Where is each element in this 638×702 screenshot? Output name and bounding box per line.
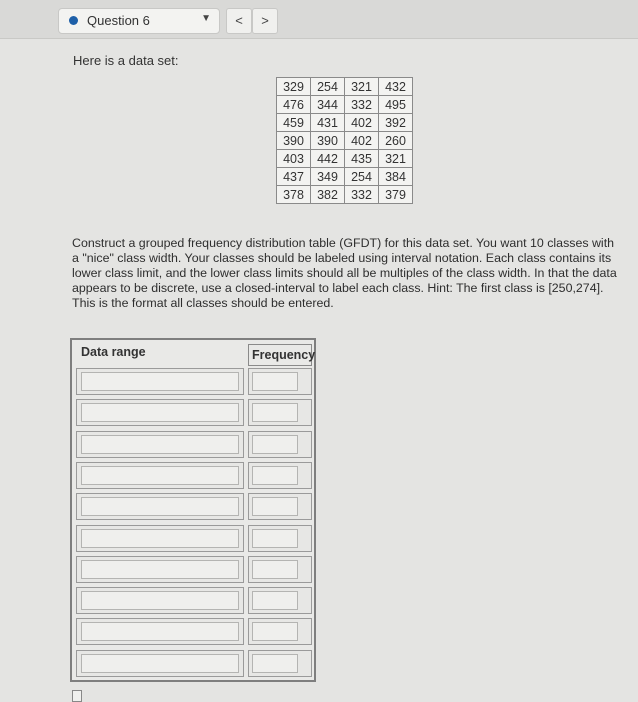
intro-text: Here is a data set: bbox=[73, 53, 179, 68]
frequency-cell bbox=[248, 399, 312, 426]
data-row bbox=[277, 96, 413, 114]
data-cell: 390 bbox=[277, 132, 311, 150]
data-range-cell bbox=[76, 525, 244, 552]
frequency-cell bbox=[248, 368, 312, 395]
frequency-cell bbox=[248, 525, 312, 552]
data-range-cell bbox=[76, 399, 244, 426]
data-row bbox=[277, 78, 413, 96]
chevron-down-icon: ▼ bbox=[201, 13, 211, 24]
frequency-cell bbox=[248, 650, 312, 677]
gfdt-row bbox=[72, 616, 314, 647]
data-row bbox=[277, 186, 413, 204]
calculator-icon[interactable] bbox=[72, 690, 82, 702]
frequency-cell bbox=[248, 556, 312, 583]
data-cell: 344 bbox=[311, 96, 345, 114]
data-cell: 495 bbox=[379, 96, 413, 114]
gfdt-row bbox=[72, 397, 314, 428]
data-range-input[interactable] bbox=[81, 654, 239, 673]
gfdt-table bbox=[70, 338, 316, 682]
frequency-header: Frequency bbox=[252, 348, 316, 362]
gfdt-header bbox=[72, 340, 314, 366]
data-range-cell bbox=[76, 493, 244, 520]
data-row bbox=[277, 168, 413, 186]
data-cell: 379 bbox=[379, 186, 413, 204]
data-cell: 321 bbox=[345, 78, 379, 96]
question-label: Question 6 bbox=[87, 13, 150, 28]
data-cell: 254 bbox=[345, 168, 379, 186]
data-range-input[interactable] bbox=[81, 403, 239, 422]
frequency-input[interactable] bbox=[252, 591, 298, 610]
data-cell: 349 bbox=[311, 168, 345, 186]
frequency-input[interactable] bbox=[252, 435, 298, 454]
data-range-input[interactable] bbox=[81, 529, 239, 548]
data-range-cell bbox=[76, 587, 244, 614]
gfdt-row bbox=[72, 585, 314, 616]
data-range-input[interactable] bbox=[81, 435, 239, 454]
gfdt-row bbox=[72, 648, 314, 679]
next-question-button[interactable]: > bbox=[252, 8, 278, 34]
frequency-input[interactable] bbox=[252, 654, 298, 673]
data-range-header: Data range bbox=[81, 345, 146, 359]
frequency-header-cell bbox=[248, 344, 316, 366]
data-set-table bbox=[276, 77, 413, 204]
frequency-cell bbox=[248, 431, 312, 458]
data-range-input[interactable] bbox=[81, 497, 239, 516]
data-cell: 476 bbox=[277, 96, 311, 114]
data-cell: 459 bbox=[277, 114, 311, 132]
frequency-input[interactable] bbox=[252, 622, 298, 641]
frequency-input[interactable] bbox=[252, 529, 298, 548]
frequency-cell bbox=[248, 493, 312, 520]
frequency-cell bbox=[248, 587, 312, 614]
data-cell: 402 bbox=[345, 132, 379, 150]
frequency-cell bbox=[248, 462, 312, 489]
frequency-cell bbox=[248, 618, 312, 645]
gfdt-row bbox=[72, 523, 314, 554]
data-cell: 332 bbox=[345, 96, 379, 114]
gfdt-row bbox=[72, 554, 314, 585]
question-nav-bar bbox=[0, 0, 638, 39]
data-cell: 432 bbox=[379, 78, 413, 96]
data-cell: 437 bbox=[277, 168, 311, 186]
gfdt-row bbox=[72, 366, 314, 397]
frequency-input[interactable] bbox=[252, 403, 298, 422]
gfdt-row bbox=[72, 460, 314, 491]
data-cell: 382 bbox=[311, 186, 345, 204]
data-range-input[interactable] bbox=[81, 372, 239, 391]
data-range-cell bbox=[76, 462, 244, 489]
data-cell: 431 bbox=[311, 114, 345, 132]
status-dot-icon bbox=[69, 16, 78, 25]
data-row bbox=[277, 150, 413, 168]
data-range-input[interactable] bbox=[81, 560, 239, 579]
gfdt-row bbox=[72, 429, 314, 460]
data-range-cell bbox=[76, 368, 244, 395]
data-cell: 254 bbox=[311, 78, 345, 96]
gfdt-row bbox=[72, 491, 314, 522]
prev-question-button[interactable]: < bbox=[226, 8, 252, 34]
data-cell: 384 bbox=[379, 168, 413, 186]
data-range-input[interactable] bbox=[81, 466, 239, 485]
data-cell: 442 bbox=[311, 150, 345, 168]
data-cell: 403 bbox=[277, 150, 311, 168]
data-range-cell bbox=[76, 650, 244, 677]
frequency-input[interactable] bbox=[252, 497, 298, 516]
data-cell: 260 bbox=[379, 132, 413, 150]
data-row bbox=[277, 132, 413, 150]
data-cell: 329 bbox=[277, 78, 311, 96]
data-cell: 392 bbox=[379, 114, 413, 132]
data-range-cell bbox=[76, 618, 244, 645]
question-selector[interactable] bbox=[58, 8, 220, 34]
data-cell: 435 bbox=[345, 150, 379, 168]
frequency-input[interactable] bbox=[252, 560, 298, 579]
data-cell: 378 bbox=[277, 186, 311, 204]
data-range-cell bbox=[76, 556, 244, 583]
data-row bbox=[277, 114, 413, 132]
data-cell: 332 bbox=[345, 186, 379, 204]
data-cell: 321 bbox=[379, 150, 413, 168]
data-cell: 390 bbox=[311, 132, 345, 150]
frequency-input[interactable] bbox=[252, 372, 298, 391]
instructions-text: Construct a grouped frequency distribution table (GFDT) for this data set. You want 10 classes with a "nice" class width. Your classes should be labeled using interval notation. Each class contains its lower class limit, and the lower class limits should all be multiples of the class width. In that the data appears to be discrete, use a closed-interval to label each class. Hint: The first class is [250,274]. This is the format all classes should be entered. bbox=[72, 236, 617, 310]
data-range-input[interactable] bbox=[81, 622, 239, 641]
data-range-cell bbox=[76, 431, 244, 458]
frequency-input[interactable] bbox=[252, 466, 298, 485]
data-range-input[interactable] bbox=[81, 591, 239, 610]
data-cell: 402 bbox=[345, 114, 379, 132]
